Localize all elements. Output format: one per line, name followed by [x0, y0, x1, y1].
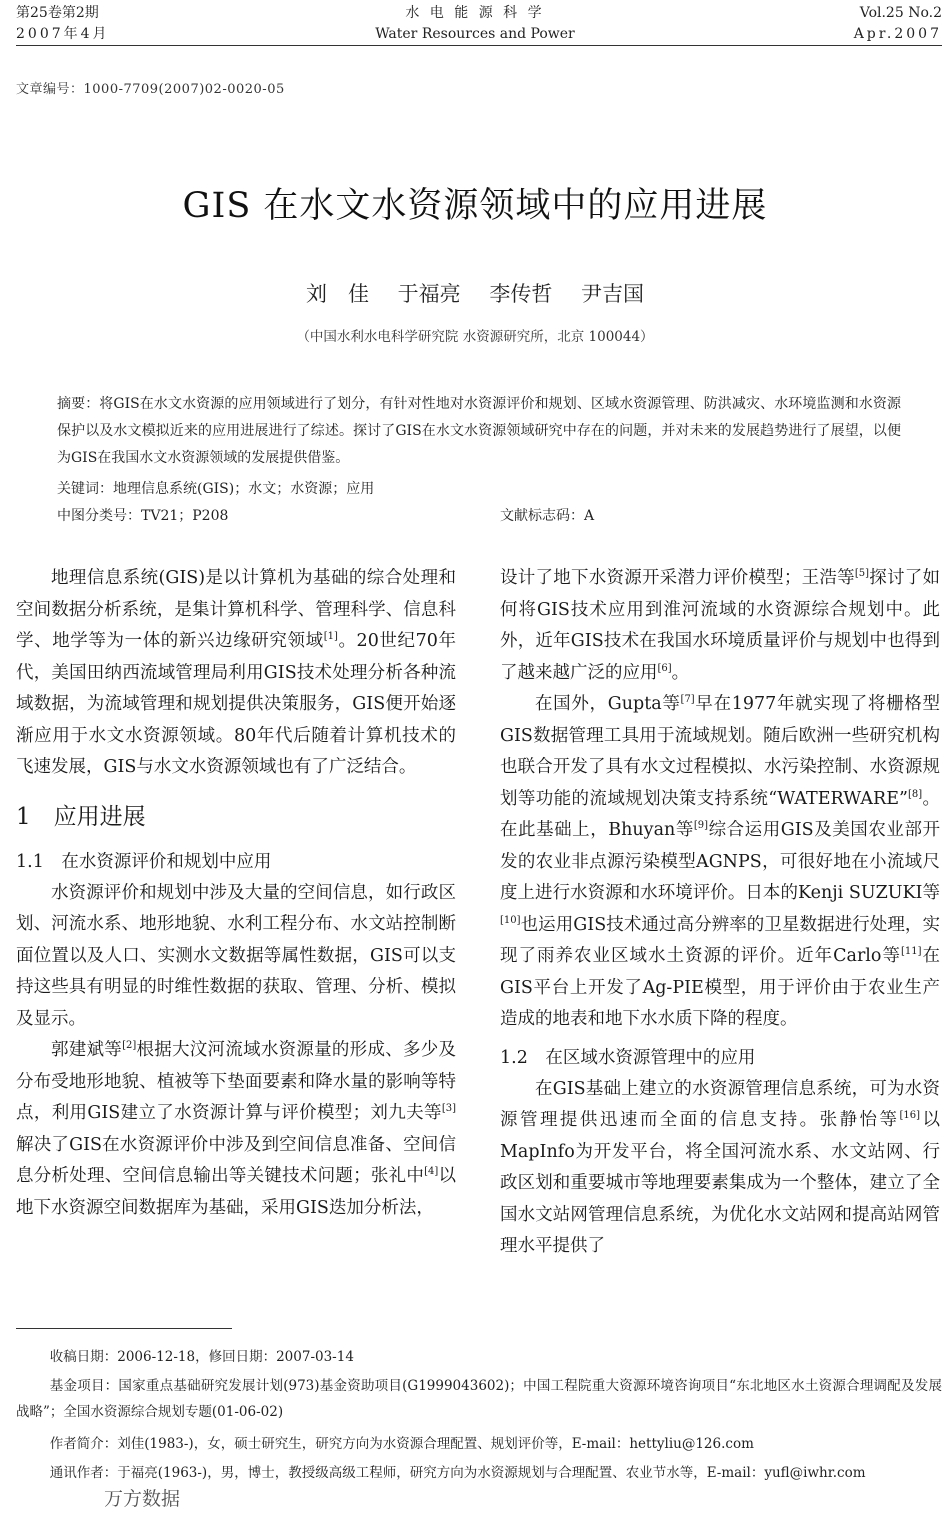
body-paragraph: 地理信息系统(GIS)是以计算机为基础的综合处理和空间数据分析系统，是集计算机科学、管理科学、信息科学、地学等为一体的新兴边缘研究领域[1]。20世纪70年代，美国田纳西流域管理局利用GIS技术处理分析各种流域数据，为流域管理和规划提供决策服务，GIS便开始逐渐应用于水文水资源领域。80年代后随着计算机技术的飞速发展，GIS与水文水资源领域也有了广泛结合。	[16, 568, 456, 777]
document-mark: 文献标志码：A	[500, 508, 595, 524]
citation: [6]	[657, 662, 672, 674]
header-journal-name-en: Water Resources and Power	[375, 26, 575, 42]
footnote-received: 收稿日期：2006-12-18，修回日期：2007-03-14	[49, 1349, 354, 1365]
footnote-rule	[16, 1328, 232, 1329]
footnote-fund: 基金项目：国家重点基础研究发展计划(973)基金资助项目(G1999043602)；中国工程院重大资源环境咨询项目“东北地区水土资源合理调配及发展战略”；全国水资源综合规划专题(01-06-02)	[16, 1378, 942, 1420]
header-volume-en: Vol.25 No.2	[859, 5, 942, 21]
keywords: 关键词：地理信息系统(GIS)；水文；水资源；应用	[57, 481, 375, 497]
section-heading: 1 应用进展	[16, 803, 146, 830]
body-paragraph: 水资源评价和规划中涉及大量的空间信息，如行政区划、河流水系、地形地貌、水利工程分布、水文站控制断面位置以及人口、实测水文数据等属性数据，GIS可以支持这些具有明显的时维性数据的获取、管理、分析、模拟及显示。	[16, 882, 456, 1029]
citation: [1]	[323, 631, 338, 642]
header-journal-volume: 第25卷第2期	[16, 5, 99, 21]
citation: [5]	[854, 568, 870, 579]
citation: [7]	[680, 694, 695, 705]
citation: [4]	[424, 1166, 439, 1177]
right-column	[500, 563, 940, 1263]
subsection-heading: 1.2 在区域水资源管理中的应用	[500, 1047, 756, 1068]
body-paragraph: 在国外，Gupta等[7]早在1977年就实现了将栅格型GIS数据管理工具用于流域规划。随后欧洲一些研究机构也联合开发了具有水文过程模拟、水污染控制、水资源规划等功能的流域规划决策支持系统“WATERWARE”[8]。在此基础上，Bhuyan等[9]综合运用GIS及美国农业部开发的农业非点源污染模型AGNPS，可很好地在小流域尺度上进行水资源和水环境评价。日本的Kenji SUZUKI等[10]也运用GIS技术通过高分辨率的卫星数据进行处理，实现了雨养农业区域水土资源的评价。近年Carlo等[11]在GIS平台上开发了Ag-PIE模型，用于评价由于农业生产造成的地表和地下水水质下降的程度。	[500, 694, 941, 1029]
classification-number: 中图分类号：TV21；P208	[57, 508, 229, 524]
header-rule	[16, 45, 942, 46]
subsection-heading: 1.1 在水资源评价和规划中应用	[16, 851, 272, 872]
citation: [8]	[907, 788, 923, 800]
footnote-author: 作者简介：刘佳(1983-)，女，硕士研究生，研究方向为水资源合理配置、规划评价等，E-mail：hettyliu@126.com	[49, 1436, 754, 1452]
body-paragraph: 在GIS基础上建立的水资源管理信息系统，可为水资源管理提供迅速而全面的信息支持。张静怡等[16]以MapInfo为开发平台，将全国河流水系、水文站网、行政区划和重要城市等地理要素集成为一个整体，建立了全国水文站网管理信息系统，为优化水文站网和提高站网管理水平提供了	[500, 1078, 941, 1256]
header-journal-name: 水 电 能 源 科 学	[405, 5, 545, 21]
citation: [16]	[899, 1110, 921, 1121]
body-paragraph: 设计了地下水资源开采潜力评价模型；王浩等[5]探讨了如何将GIS技术应用到淮河流域的水资源综合规划中。此外，近年GIS技术在我国水环境质量评价与规划中也得到了越来越广泛的应用[6]。	[500, 568, 941, 683]
paper-title: GIS 在水文水资源领域中的应用进展	[182, 186, 768, 226]
citation: [2]	[122, 1040, 137, 1051]
abstract: 摘要：将GIS在水文水资源的应用领域进行了划分，有针对性地对水资源评价和规划、区域水资源管理、防洪减灾、水环境监测和水资源保护以及水文模拟近来的应用进展进行了综述。探讨了GIS在水文水资源领域研究中存在的问题，并对未来的发展趋势进行了展望，以便为GIS在我国水文水资源领域的发展提供借鉴。	[57, 396, 901, 466]
author-list: 刘 佳 于福亮 李传哲 尹吉国	[305, 282, 645, 306]
header-journal-date: 2007年4月	[16, 26, 110, 42]
affiliation: （中国水利水电科学研究院 水资源研究所，北京 100044）	[296, 329, 654, 345]
left-column	[16, 563, 456, 1224]
article-number: 文章编号：1000-7709(2007)02-0020-05	[16, 82, 285, 97]
citation: [3]	[441, 1103, 456, 1114]
citation: [11]	[900, 946, 922, 957]
footnote-corresponding: 通讯作者：于福亮(1963-)，男，博士，教授级高级工程师，研究方向为水资源规划与合理配置、农业节水等，E-mail：yufl@iwhr.com	[49, 1465, 866, 1481]
body-paragraph: 郭建斌等[2]根据大汶河流域水资源量的形成、多少及分布受地形地貌、植被等下垫面要素和降水量的影响等特点，利用GIS建立了水资源计算与评价模型；刘九夫等[3]解决了GIS在水资源评价中涉及到空间信息准备、空间信息分析处理、空间信息输出等关键技术问题；张礼中[4]以地下水资源空间数据库为基础，采用GIS迭加分析法，	[16, 1040, 457, 1218]
citation: [10]	[500, 914, 521, 926]
watermark: 万方数据	[104, 1488, 181, 1510]
header-date-en: Apr.2007	[853, 26, 942, 42]
citation: [9]	[693, 820, 709, 831]
